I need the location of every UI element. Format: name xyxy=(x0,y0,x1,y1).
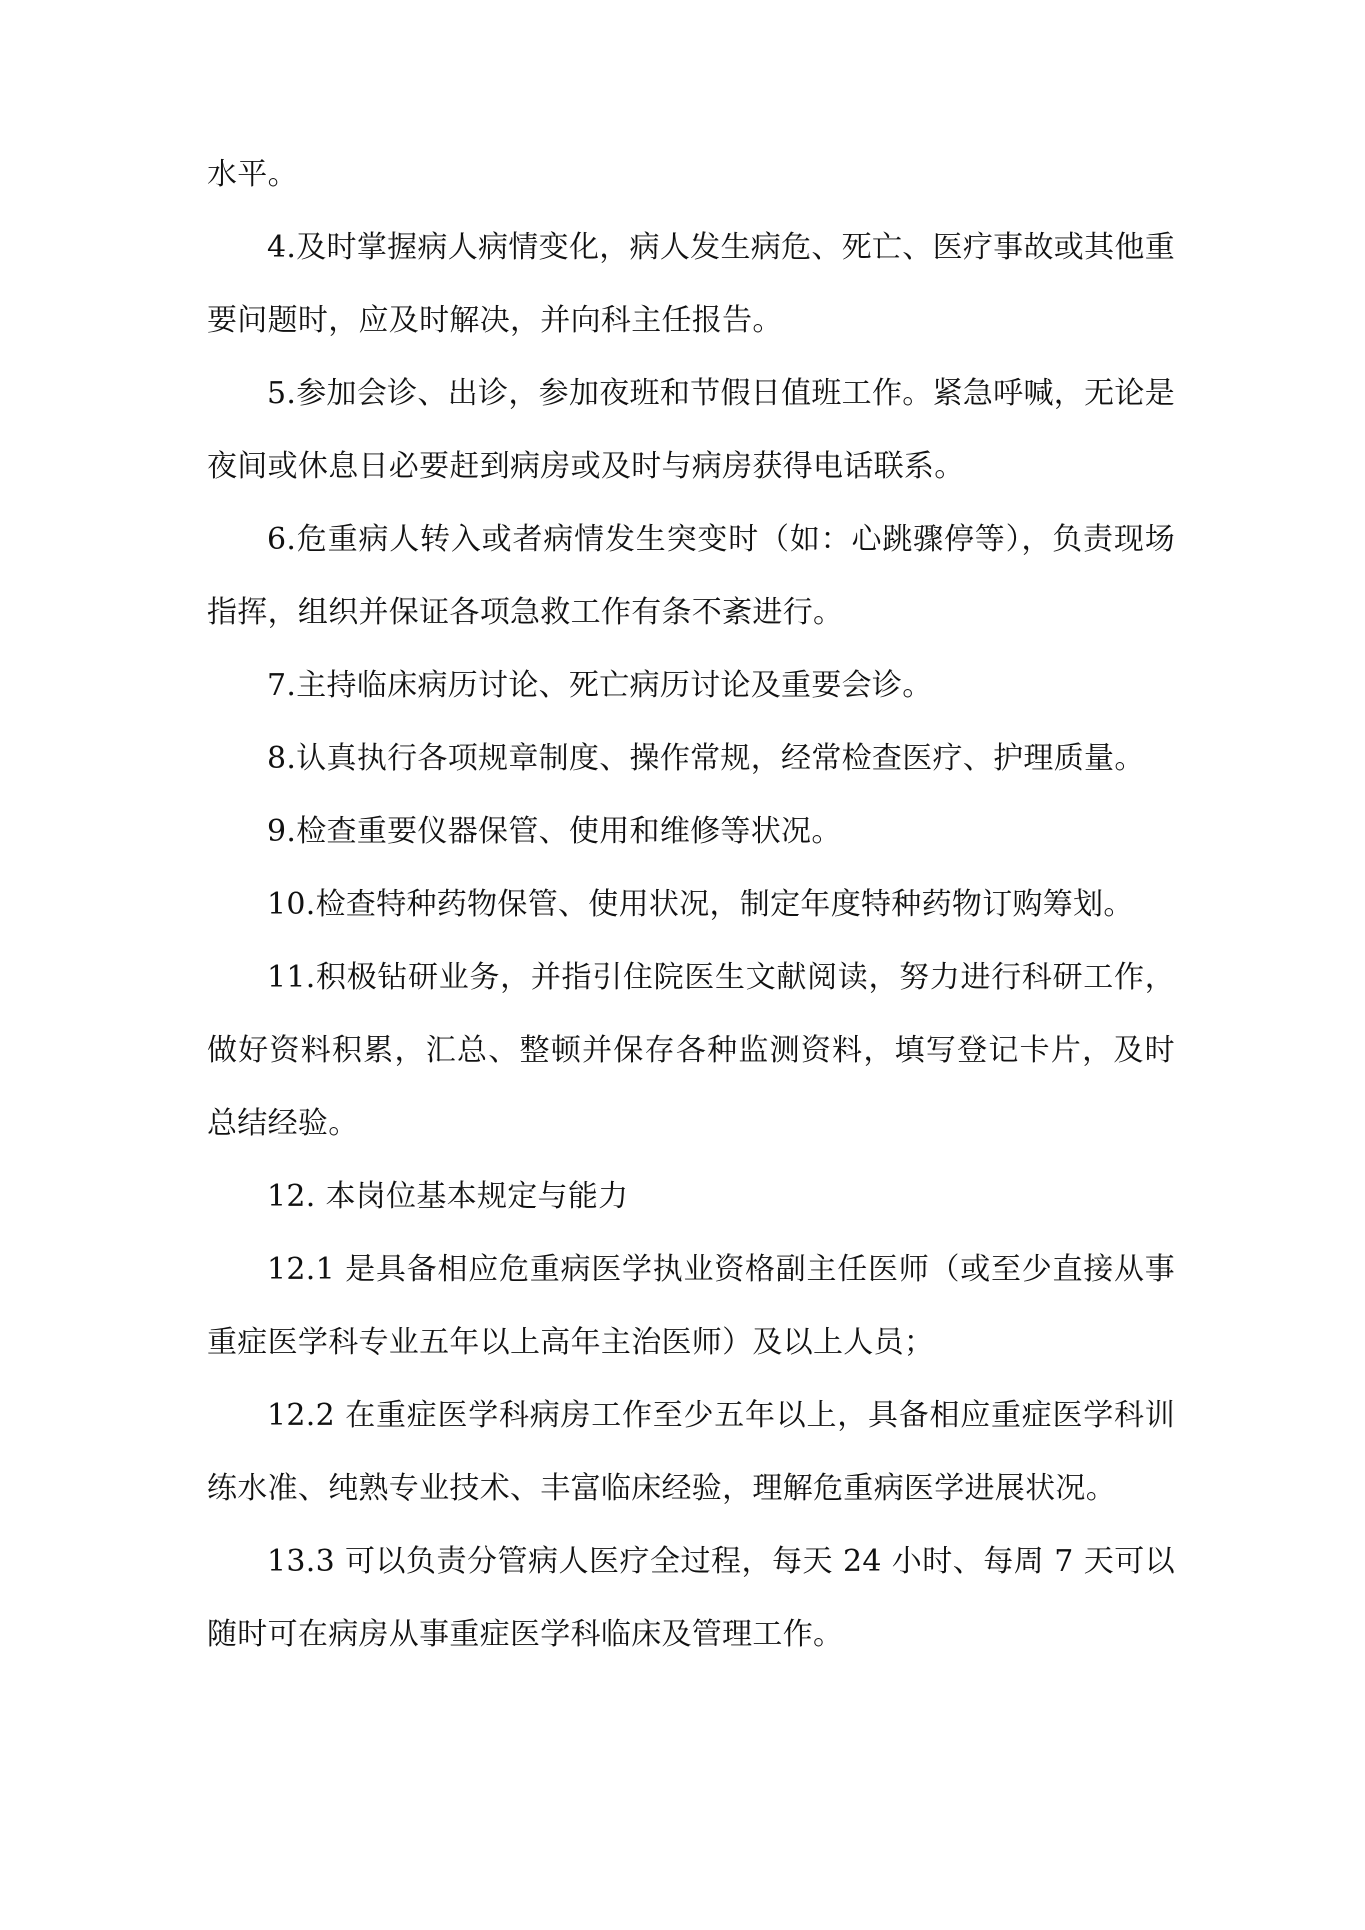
paragraph-item-7: 7.主持临床病历讨论、死亡病历讨论及重要会诊。 xyxy=(267,668,933,703)
paragraph-item-8: 8.认真执行各项规章制度、操作常规，经常检查医疗、护理质量。 xyxy=(267,741,1145,776)
paragraph-item-5: 5.参加会诊、出诊，参加夜班和节假日值班工作。紧急呼喊，无论是夜间或休息日必要赶到病房或及时与病房获得电话联系。 xyxy=(207,376,1175,484)
paragraph-item-10: 10.检查特种药物保管、使用状况，制定年度特种药物订购筹划。 xyxy=(267,887,1134,922)
paragraph-item-4: 4.及时掌握病人病情变化，病人发生病危、死亡、医疗事故或其他重要问题时，应及时解决，并向科主任报告。 xyxy=(207,230,1175,338)
paragraph-item-6: 6.危重病人转入或者病情发生突变时（如：心跳骤停等），负责现场指挥，组织并保证各项急救工作有条不紊进行。 xyxy=(207,522,1175,630)
paragraph-item-12-2: 12.2 在重症医学科病房工作至少五年以上，具备相应重症医学科训练水准、纯熟专业技术、丰富临床经验，理解危重病医学进展状况。 xyxy=(207,1398,1175,1506)
paragraph-continuation: 水平。 xyxy=(207,157,298,192)
paragraph-item-13-3: 13.3 可以负责分管病人医疗全过程，每天 24 小时、每周 7 天可以随时可在病房从事重症医学科临床及管理工作。 xyxy=(207,1544,1175,1652)
paragraph-item-12-heading: 12. 本岗位基本规定与能力 xyxy=(267,1179,629,1214)
paragraph-item-11: 11.积极钻研业务，并指引住院医生文献阅读，努力进行科研工作，做好资料积累，汇总、整顿并保存各种监测资料，填写登记卡片，及时总结经验。 xyxy=(207,960,1175,1141)
document-body xyxy=(207,138,1175,1671)
paragraph-item-12-1: 12.1 是具备相应危重病医学执业资格副主任医师（或至少直接从事重症医学科专业五年以上高年主治医师）及以上人员； xyxy=(207,1252,1175,1360)
paragraph-item-9: 9.检查重要仪器保管、使用和维修等状况。 xyxy=(267,814,842,849)
